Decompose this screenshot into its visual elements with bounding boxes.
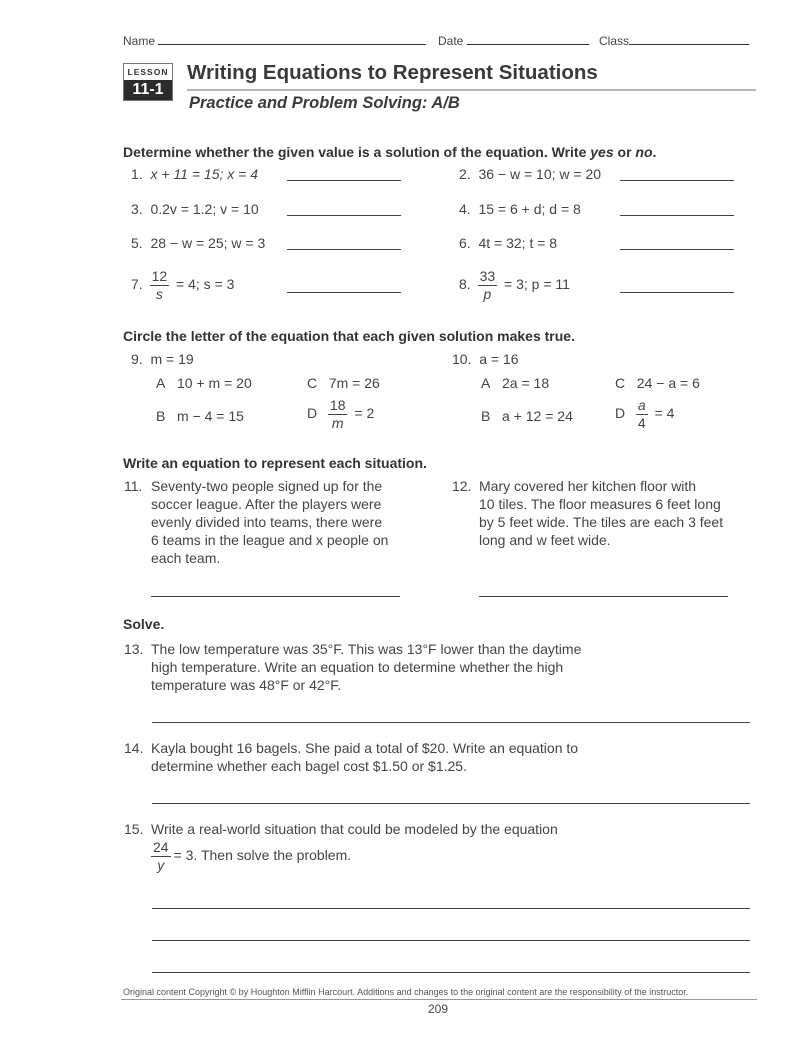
footer-divider <box>121 999 757 1000</box>
page-title: Writing Equations to Represent Situations <box>187 61 598 84</box>
answer-blank-15-line2[interactable] <box>152 940 750 941</box>
problem-8: 8. $\frac{33}{p}$ = 3; p = 11 <box>459 268 570 302</box>
section4-instruction: Solve. <box>123 616 165 632</box>
problem-9: 9. m = 19 <box>131 351 194 367</box>
lesson-badge-label: LESSON <box>127 67 169 77</box>
option-10c[interactable]: C 24 − a = 6 <box>615 375 700 391</box>
fraction: $\frac{24}{y}$ <box>153 839 169 873</box>
title-divider <box>187 89 756 91</box>
option-9a[interactable]: A 10 + m = 20 <box>156 375 252 391</box>
name-field[interactable] <box>123 33 426 48</box>
name-blank[interactable] <box>158 33 426 45</box>
option-10b[interactable]: B a + 12 = 24 <box>481 408 573 424</box>
page-subtitle: Practice and Problem Solving: A/B <box>189 94 460 112</box>
problem-10: 10. a = 16 <box>452 351 519 367</box>
answer-blank-1[interactable] <box>287 180 401 181</box>
date-blank[interactable] <box>467 33 589 45</box>
lesson-badge-number: 11-1 <box>124 80 172 100</box>
problem-5: 5. 28 − w = 25; w = 3 <box>131 235 266 251</box>
option-9d[interactable]: D $\frac{18}{m}$ = 2 <box>307 397 375 431</box>
option-9b[interactable]: B m − 4 = 15 <box>156 408 244 424</box>
page-number: 209 <box>428 1002 449 1016</box>
fraction: $\frac{a}{4}$ <box>637 397 646 431</box>
option-10d[interactable]: D $\frac{a}{4}$ = 4 <box>615 397 675 431</box>
answer-blank-13[interactable] <box>152 722 750 723</box>
lesson-badge <box>123 63 173 101</box>
answer-blank-2[interactable] <box>620 180 734 181</box>
answer-blank-12[interactable] <box>479 596 728 597</box>
answer-blank-15-line1[interactable] <box>152 908 750 909</box>
answer-blank-7[interactable] <box>287 292 401 293</box>
section3-instruction: Write an equation to represent each situation. <box>123 455 427 471</box>
class-field[interactable] <box>599 33 749 48</box>
answer-blank-8[interactable] <box>620 292 734 293</box>
option-10a[interactable]: A 2a = 18 <box>481 375 550 391</box>
class-blank[interactable] <box>629 33 749 45</box>
answer-blank-14[interactable] <box>152 803 750 804</box>
answer-blank-6[interactable] <box>620 249 734 250</box>
name-label: Name <box>123 34 156 48</box>
answer-blank-4[interactable] <box>620 215 734 216</box>
class-label: Class <box>599 34 630 48</box>
problem-1: 1. x + 11 = 15; x = 4 <box>131 166 259 182</box>
date-field[interactable] <box>438 33 589 48</box>
problem-4: 4. 15 = 6 + d; d = 8 <box>459 201 581 217</box>
answer-blank-11[interactable] <box>151 596 400 597</box>
problem-7: 7. $\frac{12}{s}$ = 4; s = 3 <box>131 268 235 302</box>
section1-instruction: Determine whether the given value is a solution of the equation. Write yes or no. <box>123 144 657 160</box>
section2-instruction: Circle the letter of the equation that each given solution makes true. <box>123 328 575 344</box>
answer-blank-5[interactable] <box>287 249 401 250</box>
copyright-notice: Original content Copyright © by Houghton Mifflin Harcourt. Additions and changes to the original content are the responsibility of the instructor. <box>123 987 689 997</box>
answer-blank-15-line3[interactable] <box>152 972 750 973</box>
date-label: Date <box>438 34 464 48</box>
problem-6: 6. 4t = 32; t = 8 <box>459 235 558 251</box>
option-9c[interactable]: C 7m = 26 <box>307 375 380 391</box>
fraction: $\frac{18}{m}$ <box>329 397 346 431</box>
problem-2: 2. 36 − w = 10; w = 20 <box>459 166 602 182</box>
fraction: $\frac{33}{p}$ <box>479 268 496 302</box>
answer-blank-3[interactable] <box>287 215 401 216</box>
problem-3: 3. 0.2v = 1.2; v = 10 <box>131 201 259 217</box>
fraction: $\frac{12}{s}$ <box>151 268 168 302</box>
